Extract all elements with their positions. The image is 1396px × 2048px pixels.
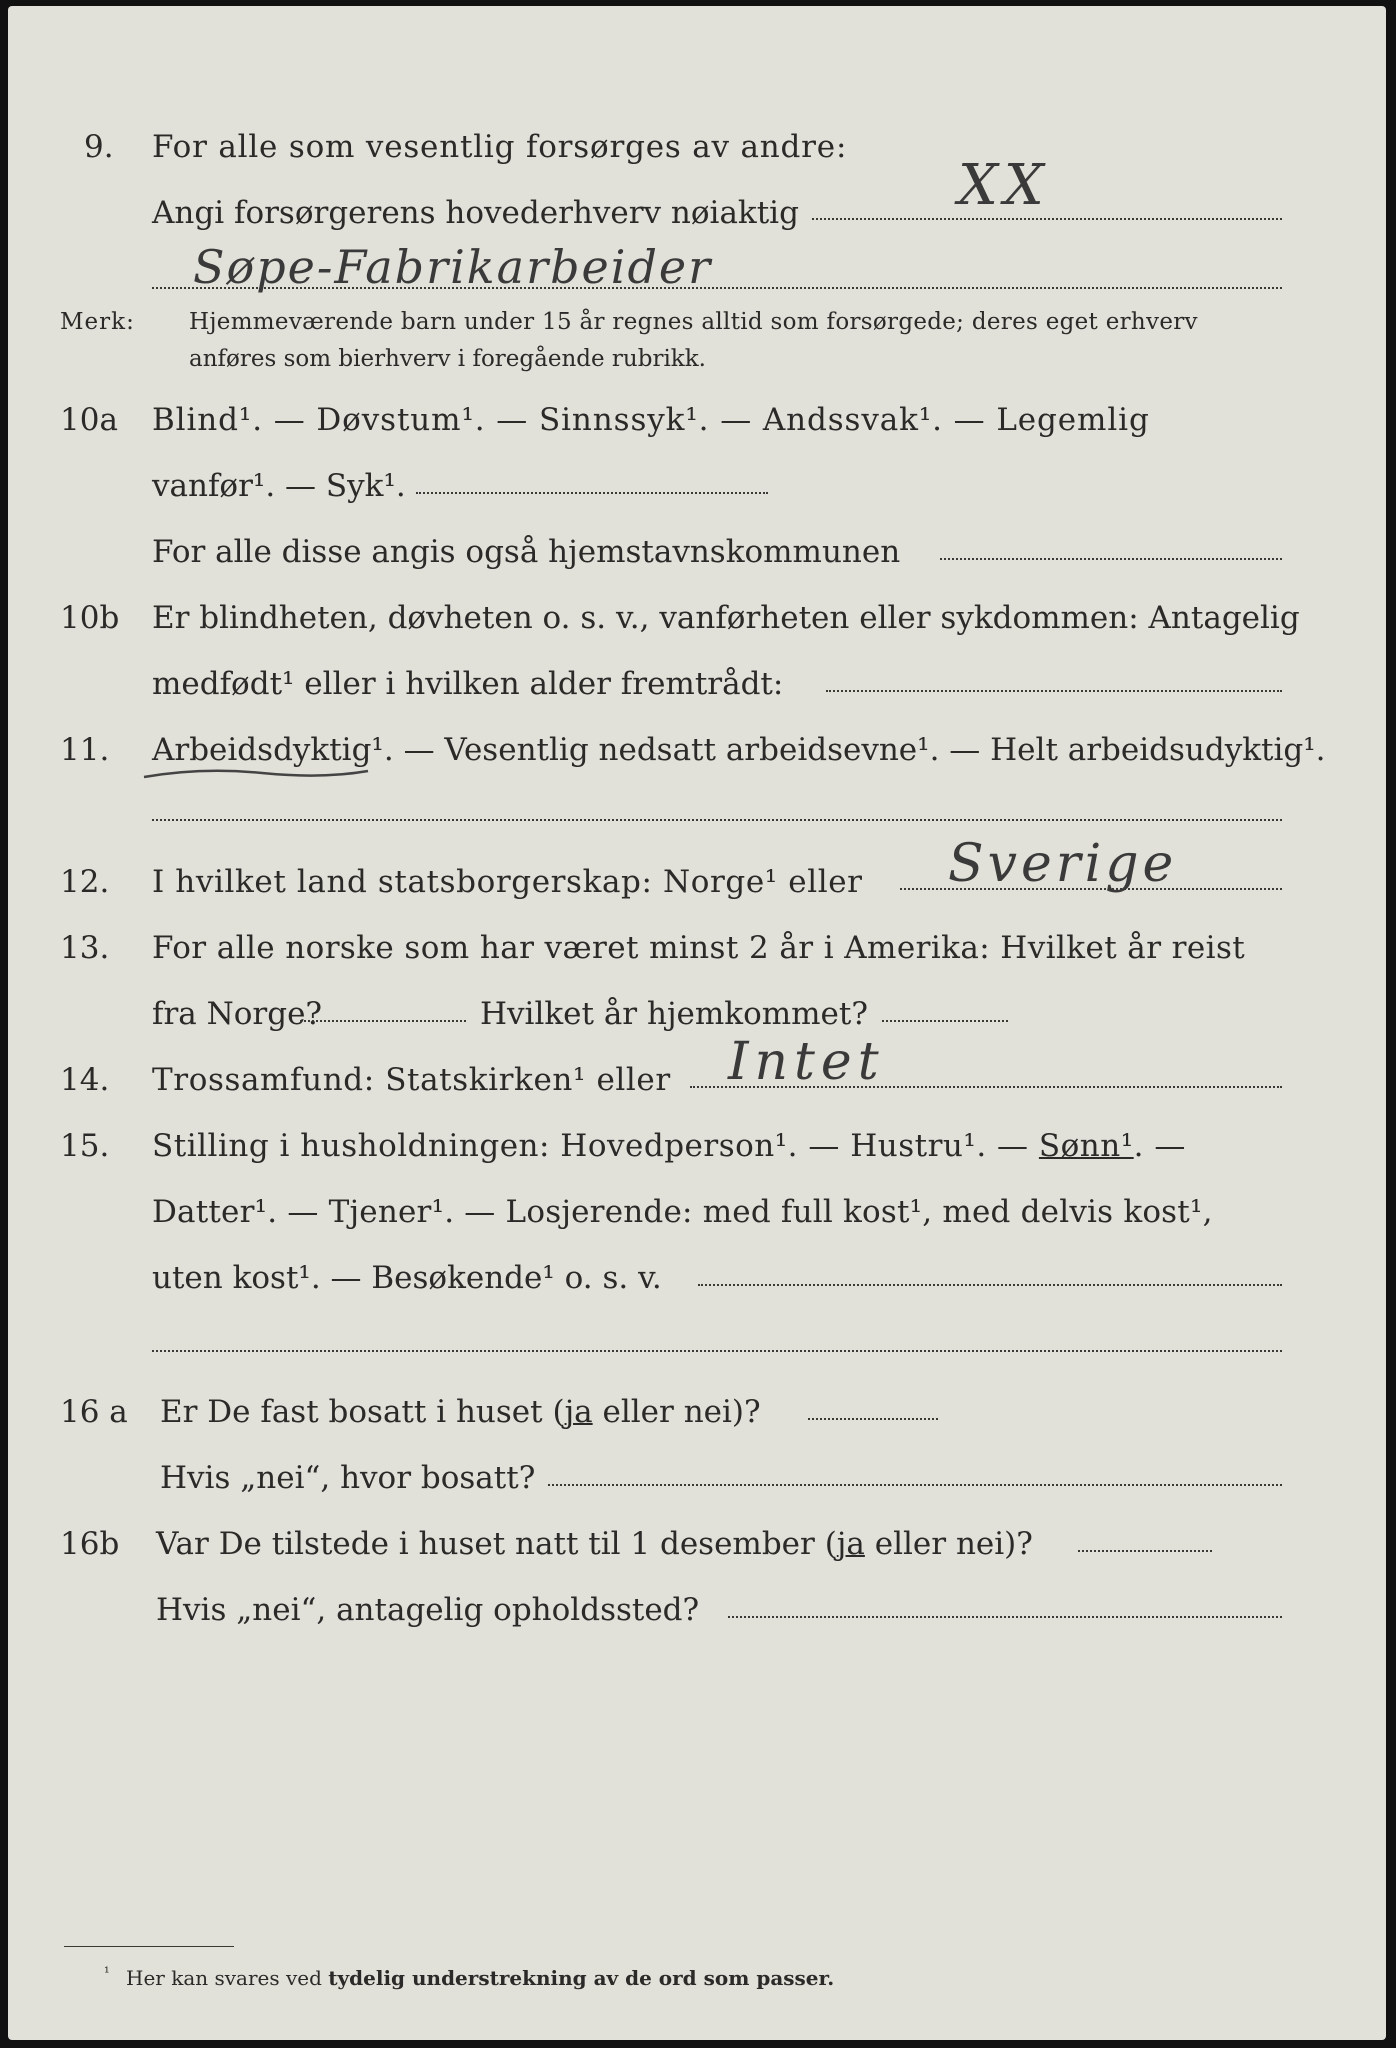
q15-text-line3: uten kost¹. — Besøkende¹ o. s. v. bbox=[152, 1260, 662, 1296]
q10b-text-line2: medfødt¹ eller i hvilken alder fremtrådt: bbox=[152, 666, 784, 702]
q12-text: I hvilket land statsborgerskap: Norge¹ eller bbox=[152, 864, 863, 900]
q10b-number: 10b bbox=[60, 600, 120, 636]
q13-text-line2b: Hvilket år hjemkommet? bbox=[480, 996, 868, 1032]
q16b-number: 16b bbox=[60, 1526, 120, 1562]
q9-text-line2: Angi forsørgerens hovederhverv nøiaktig bbox=[152, 195, 799, 231]
q12-number: 12. bbox=[60, 864, 110, 900]
q16b-text-line1 bbox=[156, 1526, 1033, 1562]
q9-answer-line1 bbox=[812, 218, 1282, 220]
q10a-number: 10a bbox=[60, 402, 118, 438]
merk-label: Merk: bbox=[60, 309, 135, 335]
q13-number: 13. bbox=[60, 930, 110, 966]
q14-handwritten-answer: Intet bbox=[728, 1032, 885, 1092]
q11-number: 11. bbox=[60, 732, 110, 768]
q13-year-left-line bbox=[300, 1020, 466, 1022]
census-form-page bbox=[8, 6, 1386, 2040]
footnote-mark: ¹ bbox=[104, 1965, 110, 1981]
q11-text bbox=[152, 732, 1326, 768]
q9-handwritten-answer: Søpe-Fabrikarbeider bbox=[193, 240, 713, 294]
footnote-text-b: tydelig understrekning av de ord som passer. bbox=[328, 1966, 835, 1990]
q10a-text-line1: Blind¹. — Døvstum¹. — Sinnssyk¹. — Andssvak¹. — Legemlig bbox=[152, 402, 1150, 438]
q16b-answer-line2 bbox=[728, 1616, 1282, 1618]
q16b-text-line1a: Var De tilstede i huset natt til 1 desember ( bbox=[156, 1526, 837, 1562]
q11-underline-stroke bbox=[142, 763, 372, 783]
q15-number: 15. bbox=[60, 1128, 110, 1164]
q13-text-line1: For alle norske som har været minst 2 år i Amerika: Hvilket år reist bbox=[152, 930, 1246, 966]
q10a-answer-line1 bbox=[416, 492, 768, 494]
merk-text-line2: anføres som bierhverv i foregående rubrikk. bbox=[189, 346, 706, 372]
q13-text-line2a: fra Norge? bbox=[152, 996, 323, 1032]
q11-answer-line bbox=[152, 819, 1282, 821]
footnote-text bbox=[126, 1968, 834, 1988]
q16b-text-line2: Hvis „nei“, antagelig opholdssted? bbox=[156, 1592, 700, 1628]
q11-selected-option: Arbeidsdyktig¹ bbox=[152, 732, 384, 768]
merk-text-line1: Hjemmeværende barn under 15 år regnes alltid som forsørgede; deres eget erhverv bbox=[189, 309, 1198, 335]
q11-text-rest: . — Vesentlig nedsatt arbeidsevne¹. — Helt arbeidsudyktig¹. bbox=[383, 732, 1326, 768]
q16a-text-line2: Hvis „nei“, hvor bosatt? bbox=[160, 1460, 536, 1496]
q10a-text-line3: For alle disse angis også hjemstavnskommunen bbox=[152, 534, 901, 570]
footnote-text-a: Her kan svares ved bbox=[126, 1966, 322, 1990]
q16a-answer-line2 bbox=[548, 1484, 1282, 1486]
q10a-answer-line2 bbox=[940, 558, 1282, 560]
q16a-answer-line1 bbox=[808, 1418, 938, 1420]
q14-number: 14. bbox=[60, 1062, 110, 1098]
q10b-text-line1: Er blindheten, døvheten o. s. v., vanførheten eller sykdommen: Antagelig bbox=[152, 600, 1300, 636]
q16a-selected-option: ja bbox=[564, 1394, 593, 1430]
q16a-text-line1b: eller nei)? bbox=[592, 1394, 761, 1430]
q16a-number: 16 a bbox=[60, 1394, 128, 1430]
q16a-text-line1 bbox=[160, 1394, 761, 1430]
q9-answer-line2 bbox=[152, 287, 1282, 289]
q9-number: 9. bbox=[84, 129, 114, 165]
q9-text-line1: For alle som vesentlig forsørges av andre: bbox=[152, 129, 848, 165]
footnote-separator bbox=[64, 1946, 234, 1947]
q10b-answer-line bbox=[826, 690, 1282, 692]
q10a-text-line2: vanfør¹. — Syk¹. bbox=[152, 468, 406, 504]
q15-answer-line1 bbox=[698, 1284, 1282, 1286]
q13-year-returned-line bbox=[882, 1020, 1008, 1022]
q15-text-line1 bbox=[152, 1128, 1186, 1164]
q16b-answer-line1 bbox=[1078, 1550, 1212, 1552]
q15-answer-line2 bbox=[152, 1350, 1282, 1352]
q15-text-line2: Datter¹. — Tjener¹. — Losjerende: med full kost¹, med delvis kost¹, bbox=[152, 1194, 1213, 1230]
q16b-selected-option: ja bbox=[836, 1526, 865, 1562]
q15-text-line1b: . — bbox=[1133, 1128, 1186, 1164]
q15-text-line1a: Stilling i husholdningen: Hovedperson¹. — Hustru¹. — bbox=[152, 1128, 1029, 1164]
q14-text: Trossamfund: Statskirken¹ eller bbox=[152, 1062, 671, 1098]
q9-handwritten-mark: XX bbox=[958, 153, 1050, 218]
q12-handwritten-answer: Sverige bbox=[948, 834, 1178, 894]
q15-selected-option: Sønn¹ bbox=[1038, 1128, 1134, 1164]
q16a-text-line1a: Er De fast bosatt i huset ( bbox=[160, 1394, 565, 1430]
q16b-text-line1b: eller nei)? bbox=[864, 1526, 1033, 1562]
